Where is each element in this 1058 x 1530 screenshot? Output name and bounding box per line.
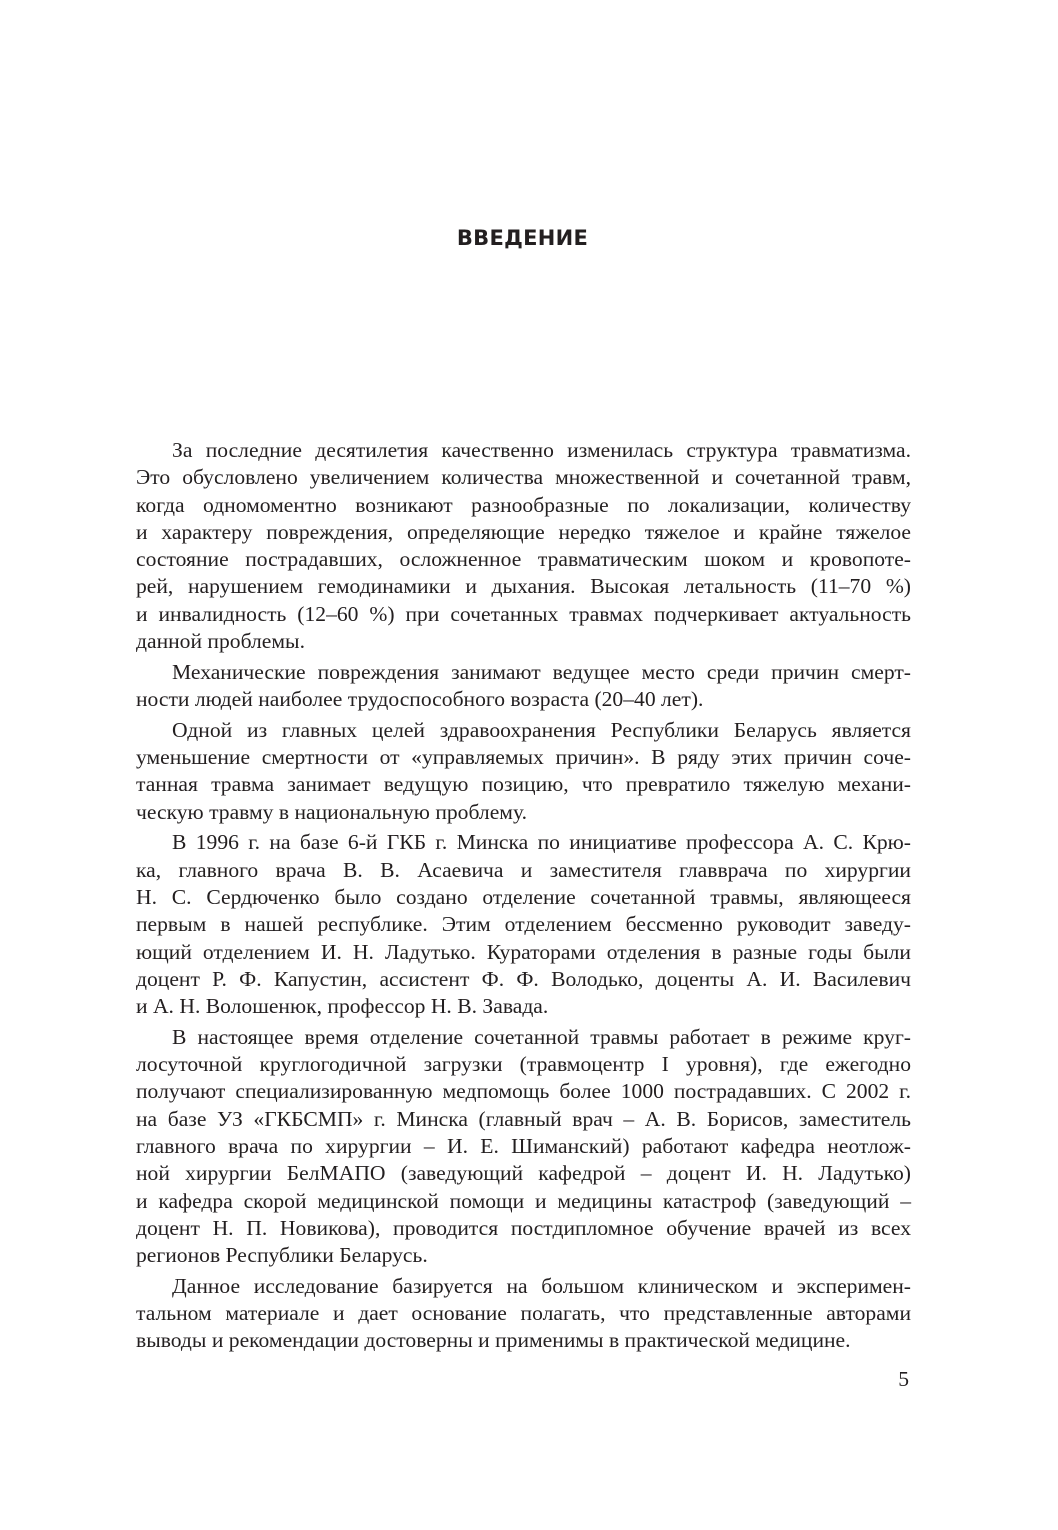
page-title: ВВЕДЕНИЕ [456, 226, 589, 250]
text-line: и кафедра скорой медицинской помощи и медицины катастроф (заведующий – [136, 1188, 911, 1213]
text-line: В настоящее время отделение сочетанной травмы работает в режиме круг- [172, 1024, 911, 1049]
paragraph [136, 717, 911, 826]
text-line: когда одномоментно возникают разнообразные по локализации, количеству [136, 492, 911, 517]
text-line: и инвалидность (12–60 %) при сочетанных травмах подчеркивает актуальность [136, 601, 911, 626]
text-line: В 1996 г. на базе 6-й ГКБ г. Минска по инициативе профессора А. С. Крю- [172, 830, 911, 855]
text-line: уменьшение смертности от «управляемых причин». В ряду этих причин соче- [136, 745, 911, 770]
text-line: Механические повреждения занимают ведущее место среди причин смерт- [172, 659, 911, 684]
text-line: Н. С. Сердюченко было создано отделение сочетанной травмы, являющееся [136, 884, 911, 909]
text-line: Это обусловлено увеличением количества множественной и сочетанной травм, [136, 465, 911, 490]
text-line: получают специализированную медпомощь более 1000 пострадавших. С 2002 г. [136, 1079, 911, 1104]
body-text [136, 437, 911, 1358]
text-line: Данное исследование базируется на большом клиническом и эксперимен- [172, 1273, 911, 1298]
text-line: ческую травму в национальную проблему. [136, 799, 527, 824]
text-line: ка, главного врача В. В. Асаевича и заместителя главврача по хирургии [136, 857, 911, 882]
page-number: 5 [898, 1367, 909, 1391]
text-line: За последние десятилетия качественно изменилась структура травматизма. [172, 438, 911, 462]
text-line: на базе УЗ «ГКБСМП» г. Минска (главный врач – А. В. Борисов, заместитель [136, 1106, 911, 1131]
text-line: выводы и рекомендации достоверны и применимы в практической медицине. [136, 1328, 851, 1353]
text-line: ной хирургии БелМАПО (заведующий кафедрой – доцент И. Н. Ладутько) [136, 1161, 911, 1186]
paragraph [136, 437, 911, 655]
paragraph [136, 1024, 911, 1270]
text-line: первым в нашей республике. Этим отделением бессменно руководит заведу- [136, 912, 911, 937]
text-line: данной проблемы. [136, 629, 305, 654]
text-line: и характеру повреждения, определяющие нередко тяжелое и крайне тяжелое [136, 519, 911, 544]
text-line: танная травма занимает ведущую позицию, что превратило тяжелую механи- [136, 772, 911, 797]
text-line: рей, нарушением гемодинамики и дыхания. Высокая летальность (11–70 %) [136, 574, 911, 599]
text-line: тальном материале и дает основание полагать, что представленные авторами [136, 1301, 911, 1326]
text-line: регионов Республики Беларусь. [136, 1243, 428, 1268]
paragraph [136, 829, 911, 1020]
text-line: главного врача по хирургии – И. Е. Шиманский) работают кафедра неотлож- [136, 1133, 911, 1158]
paragraph [136, 1273, 911, 1355]
text-line: ности людей наиболее трудоспособного возраста (20–40 лет). [136, 687, 704, 712]
text-line: доцент Р. Ф. Капустин, ассистент Ф. Ф. Володько, доценты А. И. Василевич [136, 966, 911, 991]
paragraph [136, 659, 911, 714]
text-line: состояние пострадавших, осложненное травматическим шоком и кровопоте- [136, 547, 911, 572]
text-line: лосуточной круглогодичной загрузки (травмоцентр I уровня), где ежегодно [136, 1052, 911, 1077]
text-line: Одной из главных целей здравоохранения Республики Беларусь является [172, 717, 911, 742]
text-line: ющий отделением И. Н. Ладутько. Кураторами отделения в разные годы были [136, 939, 911, 964]
text-line: и А. Н. Волошенюк, профессор Н. В. Завада. [136, 994, 549, 1019]
text-line: доцент Н. П. Новикова), проводится постдипломное обучение врачей из всех [136, 1215, 911, 1240]
